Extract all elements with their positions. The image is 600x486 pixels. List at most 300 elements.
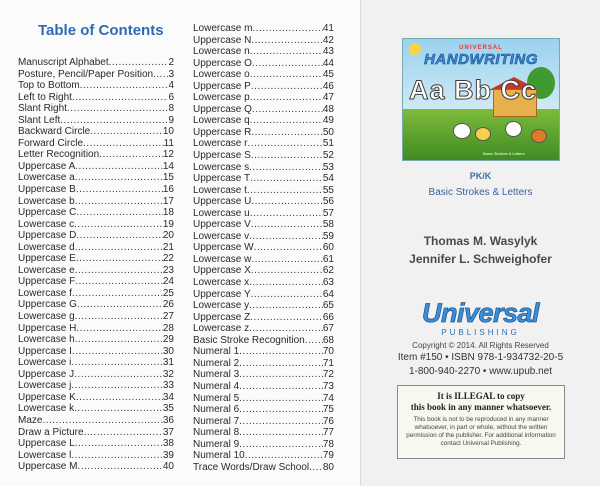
- toc-dot-leader: [254, 242, 323, 254]
- toc-entry: [18, 253, 174, 265]
- toc-entry-label: Uppercase H: [18, 322, 77, 334]
- toc-entry: [193, 289, 334, 301]
- toc-entry-label: Lowercase v: [193, 230, 250, 242]
- toc-entry-label: Uppercase J: [18, 368, 75, 380]
- toc-dot-leader: [245, 450, 323, 462]
- toc-dot-leader: [75, 334, 163, 346]
- toc-entry: [193, 312, 334, 324]
- toc-entry: [18, 311, 174, 323]
- copy-notice-box: [397, 385, 565, 459]
- toc-entry-label: Lowercase p: [193, 92, 250, 104]
- toc-entry-label: Uppercase W: [193, 242, 254, 254]
- toc-entry: [193, 92, 334, 104]
- toc-entry: [18, 126, 174, 138]
- toc-entry: [18, 380, 174, 392]
- toc-entry-label: Numeral 4: [193, 380, 240, 392]
- toc-dot-leader: [251, 127, 323, 139]
- toc-entry-page: 50: [322, 126, 334, 138]
- toc-entry-label: Uppercase V: [193, 219, 251, 231]
- toc-entry-label: Lowercase y: [193, 300, 250, 312]
- toc-entry-label: Lowercase q: [193, 115, 250, 127]
- toc-dot-leader: [75, 438, 163, 450]
- toc-entry-page: 30: [162, 345, 174, 357]
- toc-entry: [193, 115, 334, 127]
- toc-entry-page: 18: [162, 207, 174, 219]
- toc-entry: [18, 461, 174, 473]
- toc-dot-leader: [83, 138, 164, 150]
- toc-entry-label: Uppercase E: [18, 253, 76, 265]
- toc-entry-label: Lowercase k: [18, 403, 75, 415]
- toc-entry: [193, 162, 334, 174]
- author-1: Thomas M. Wasylyk: [423, 234, 538, 248]
- animal-icon: [453, 123, 471, 139]
- toc-entry-page: 29: [162, 334, 174, 346]
- toc-entry-label: Lowercase u: [193, 207, 250, 219]
- toc-dot-leader: [75, 161, 163, 173]
- toc-entry-label: Backward Circle: [18, 126, 91, 138]
- toc-entry: [18, 346, 174, 358]
- toc-dot-leader: [99, 149, 163, 161]
- toc-entry-page: 3: [168, 68, 174, 80]
- toc-entry-page: 79: [322, 450, 334, 462]
- toc-dot-leader: [249, 231, 323, 243]
- cover-letters: Aa Bb Cc: [409, 75, 538, 105]
- toc-dot-leader: [251, 150, 323, 162]
- toc-entry-label: Lowercase w: [193, 253, 252, 265]
- toc-entry-page: 34: [162, 391, 174, 403]
- toc-entry-label: Uppercase M: [18, 461, 78, 473]
- toc-entry: [193, 219, 334, 231]
- toc-entry-page: 56: [322, 196, 334, 208]
- toc-dot-leader: [60, 115, 168, 127]
- toc-entry-page: 35: [162, 403, 174, 415]
- toc-entry: [18, 161, 174, 173]
- toc-entry: [18, 369, 174, 381]
- toc-entry: [193, 346, 334, 358]
- toc-entry-page: 55: [322, 184, 334, 196]
- toc-entry-label: Lowercase i: [18, 357, 72, 369]
- toc-dot-leader: [76, 207, 163, 219]
- toc-entry: [193, 208, 334, 220]
- toc-entry-label: Lowercase z: [193, 323, 250, 335]
- toc-dot-leader: [250, 115, 323, 127]
- toc-dot-leader: [252, 23, 322, 35]
- toc-entry: [193, 35, 334, 47]
- toc-dot-leader: [77, 299, 163, 311]
- toc-entry-page: 11: [163, 137, 174, 149]
- toc-entry-page: 57: [322, 207, 334, 219]
- toc-entry-page: 63: [322, 277, 334, 289]
- toc-entry-page: 36: [162, 414, 174, 426]
- toc-entry: [18, 196, 174, 208]
- toc-entry: [18, 276, 174, 288]
- copy-notice-heading: [398, 391, 564, 413]
- toc-entry-page: 14: [162, 160, 174, 172]
- toc-entry-page: 75: [322, 404, 334, 416]
- toc-entry-label: Numeral 8: [193, 427, 240, 439]
- toc-entry: [18, 207, 174, 219]
- toc-entry: [193, 358, 334, 370]
- toc-dot-leader: [84, 427, 163, 439]
- toc-dot-leader: [239, 439, 323, 451]
- toc-entry-page: 61: [322, 253, 334, 265]
- toc-entry: [193, 300, 334, 312]
- toc-entry-page: 22: [162, 253, 174, 265]
- toc-entry: [193, 46, 334, 58]
- toc-entry-page: 53: [322, 161, 334, 173]
- toc-entry-label: Uppercase S: [193, 150, 251, 162]
- toc-entry-label: Uppercase Z: [193, 311, 251, 323]
- copy-notice-body: This book is not to be reproduced in any manner whatsoever, in part or whole, without the written permission of the publisher. For additional information contact Universal Publishing.: [406, 416, 556, 447]
- toc-dot-leader: [247, 138, 322, 150]
- copy-notice-heading-line2: this book in any manner whatsoever.: [410, 402, 552, 412]
- toc-entry-page: 71: [322, 357, 334, 369]
- toc-entry-page: 44: [322, 57, 334, 69]
- toc-entry-label: Uppercase I: [18, 345, 72, 357]
- copy-notice-heading-line1: It is ILLEGAL to copy: [437, 391, 525, 401]
- toc-entry: [18, 219, 174, 231]
- toc-entry-page: 38: [162, 438, 174, 450]
- toc-entry: [193, 196, 334, 208]
- toc-entry-label: Numeral 6: [193, 404, 240, 416]
- toc-dot-leader: [71, 380, 163, 392]
- toc-dot-leader: [250, 46, 323, 58]
- toc-entry-page: 74: [322, 392, 334, 404]
- toc-entry-label: Uppercase D: [18, 230, 77, 242]
- toc-entry-label: Lowercase h: [18, 334, 75, 346]
- toc-entry-page: 2: [168, 57, 174, 68]
- toc-entry: [193, 138, 334, 150]
- toc-entry: [18, 69, 174, 81]
- toc-entry: [193, 323, 334, 335]
- book-subtitle: Basic Strokes & Letters: [428, 187, 533, 198]
- toc-entry-label: Lowercase r: [193, 138, 248, 150]
- toc-entry: [193, 277, 334, 289]
- toc-entry-label: Manuscript Alphabet: [18, 57, 109, 68]
- animal-icon: [531, 129, 547, 143]
- toc-entry-page: 51: [322, 138, 334, 150]
- toc-entry: [193, 231, 334, 243]
- toc-entry-label: Lowercase j: [18, 380, 72, 392]
- toc-entry: [193, 393, 334, 405]
- toc-entry: [193, 254, 334, 266]
- toc-entry: [193, 381, 334, 393]
- toc-dot-leader: [251, 35, 323, 47]
- toc-entry: [193, 81, 334, 93]
- toc-entry-label: Lowercase n: [193, 46, 250, 58]
- toc-dot-leader: [71, 357, 163, 369]
- toc-entry-page: 64: [322, 288, 334, 300]
- toc-entry: [18, 288, 174, 300]
- toc-entry: [193, 416, 334, 428]
- toc-entry-label: Maze: [18, 414, 43, 426]
- toc-entry-page: 24: [162, 276, 174, 288]
- toc-entry: [18, 149, 174, 161]
- toc-entry-page: 68: [322, 334, 334, 346]
- toc-entry-page: 47: [322, 92, 334, 104]
- toc-dot-leader: [251, 289, 323, 301]
- toc-dot-leader: [252, 58, 323, 70]
- toc-dot-leader: [75, 196, 163, 208]
- toc-dot-leader: [71, 450, 163, 462]
- toc-dot-leader: [251, 254, 323, 266]
- toc-entry-page: 78: [322, 438, 334, 450]
- toc-entry: [193, 265, 334, 277]
- toc-entry-label: Uppercase P: [193, 80, 251, 92]
- toc-entry-page: 25: [162, 287, 174, 299]
- toc-entry-label: Numeral 7: [193, 415, 240, 427]
- toc-entry-page: 40: [162, 461, 174, 473]
- toc-entry-page: 76: [322, 415, 334, 427]
- toc-entry-page: 46: [322, 80, 334, 92]
- toc-entry-label: Lowercase b: [18, 195, 75, 207]
- toc-entry: [18, 403, 174, 415]
- toc-entry-label: Uppercase B: [18, 184, 76, 196]
- toc-entry-label: Numeral 1: [193, 346, 240, 358]
- animal-icon: [505, 121, 522, 137]
- toc-entry: [193, 23, 334, 35]
- toc-entry-page: 17: [162, 195, 174, 207]
- toc-entry: [18, 323, 174, 335]
- toc-dot-leader: [239, 404, 323, 416]
- toc-entry: [193, 439, 334, 451]
- toc-entry: [18, 184, 174, 196]
- toc-entry-label: Draw a Picture: [18, 426, 84, 438]
- toc-entry-label: Numeral 5: [193, 392, 240, 404]
- toc-entry-label: Uppercase C: [18, 207, 77, 219]
- toc-entry-label: Uppercase A: [18, 160, 76, 172]
- toc-dot-leader: [252, 104, 323, 116]
- contact-line: 1-800-940-2270 • www.upub.net: [408, 366, 553, 377]
- toc-entry-page: 70: [322, 346, 334, 358]
- toc-entry-page: 19: [162, 218, 174, 230]
- toc-entry-page: 62: [322, 265, 334, 277]
- toc-entry-label: Lowercase g: [18, 311, 75, 323]
- toc-entry-page: 12: [162, 149, 174, 161]
- toc-entry-label: Numeral 9: [193, 438, 240, 450]
- toc-dot-leader: [153, 69, 168, 81]
- toc-entry-label: Lowercase x: [193, 277, 250, 289]
- toc-entry-page: 9: [168, 114, 174, 126]
- toc-entry-page: 72: [322, 369, 334, 381]
- toc-title: Table of Contents: [38, 22, 164, 39]
- toc-dot-leader: [76, 323, 163, 335]
- cover-title: HANDWRITING: [424, 51, 538, 68]
- toc-dot-leader: [239, 369, 323, 381]
- toc-entry-page: 48: [322, 103, 334, 115]
- toc-entry-page: 67: [322, 323, 334, 335]
- isbn-line: Item #150 • ISBN 978-1-934732-20-5: [397, 352, 564, 363]
- toc-dot-leader: [75, 172, 163, 184]
- toc-entry: [193, 242, 334, 254]
- toc-entry-page: 32: [162, 368, 174, 380]
- toc-entry-page: 33: [162, 380, 174, 392]
- toc-entry-label: Lowercase t: [193, 184, 247, 196]
- toc-entry-label: Slant Right: [18, 103, 67, 115]
- toc-entry-page: 15: [162, 172, 174, 184]
- toc-dot-leader: [249, 323, 323, 335]
- toc-dot-leader: [251, 219, 323, 231]
- toc-entry: [18, 80, 174, 92]
- toc-entry-page: 59: [322, 230, 334, 242]
- toc-dot-leader: [72, 346, 163, 358]
- toc-entry-label: Uppercase Y: [193, 288, 251, 300]
- toc-dot-leader: [67, 103, 169, 115]
- toc-entry: [18, 299, 174, 311]
- toc-entry-label: Trace Words/Draw School: [193, 461, 310, 473]
- toc-entry-page: 43: [322, 46, 334, 58]
- toc-entry: [193, 58, 334, 70]
- toc-dot-leader: [250, 208, 323, 220]
- toc-dot-leader: [250, 173, 323, 185]
- animal-icon: [475, 127, 491, 141]
- toc-entry-label: Uppercase U: [193, 196, 252, 208]
- toc-entry-label: Lowercase m: [193, 23, 253, 34]
- toc-dot-leader: [250, 69, 323, 81]
- copyright-line: Copyright © 2014. All Rights Reserved: [412, 341, 549, 350]
- toc-dot-leader: [239, 381, 323, 393]
- toc-entry: [193, 450, 334, 462]
- toc-entry: [193, 335, 334, 347]
- toc-entry-page: 37: [162, 426, 174, 438]
- toc-entry-page: 54: [322, 173, 334, 185]
- toc-entry-label: Lowercase e: [18, 264, 75, 276]
- toc-entry-page: 28: [162, 322, 174, 334]
- toc-entry-page: 58: [322, 219, 334, 231]
- cover-tag: Basic Strokes & Letters: [483, 151, 525, 156]
- toc-entry: [18, 450, 174, 462]
- toc-entry-page: 49: [322, 115, 334, 127]
- toc-dot-leader: [72, 288, 163, 300]
- toc-dot-leader: [80, 80, 169, 92]
- toc-entry-page: 6: [168, 91, 174, 103]
- toc-column-2: [193, 23, 334, 473]
- toc-entry: [18, 438, 174, 450]
- toc-dot-leader: [76, 253, 163, 265]
- toc-entry-label: Uppercase Q: [193, 103, 252, 115]
- toc-entry: [18, 92, 174, 104]
- toc-dot-leader: [249, 300, 323, 312]
- toc-entry: [193, 104, 334, 116]
- toc-entry: [193, 185, 334, 197]
- toc-entry-label: Letter Recognition: [18, 149, 100, 161]
- toc-entry: [18, 334, 174, 346]
- toc-entry: [18, 103, 174, 115]
- toc-entry: [193, 404, 334, 416]
- toc-entry: [18, 138, 174, 150]
- toc-entry-label: Top to Bottom: [18, 80, 80, 92]
- toc-entry-label: Lowercase l: [18, 449, 72, 461]
- toc-dot-leader: [74, 369, 163, 381]
- toc-dot-leader: [76, 392, 163, 404]
- toc-dot-leader: [251, 196, 323, 208]
- toc-entry-page: 16: [162, 184, 174, 196]
- toc-entry: [193, 427, 334, 439]
- toc-entry-label: Uppercase X: [193, 265, 251, 277]
- toc-entry-page: 42: [322, 34, 334, 46]
- toc-entry-label: Numeral 2: [193, 357, 240, 369]
- toc-entry: [193, 127, 334, 139]
- toc-entry-page: 65: [322, 300, 334, 312]
- toc-dot-leader: [77, 461, 162, 473]
- toc-dot-leader: [305, 335, 323, 347]
- toc-entry-page: 4: [168, 80, 174, 92]
- toc-entry: [18, 427, 174, 439]
- toc-entry: [18, 357, 174, 369]
- cover-thumbnail: [402, 38, 560, 161]
- toc-dot-leader: [250, 92, 323, 104]
- toc-dot-leader: [239, 427, 323, 439]
- toc-dot-leader: [109, 57, 169, 69]
- toc-entry-page: 80: [322, 461, 334, 473]
- toc-entry-label: Uppercase G: [18, 299, 77, 311]
- toc-entry-label: Lowercase f: [18, 287, 72, 299]
- toc-entry-label: Posture, Pencil/Paper Position: [18, 68, 154, 80]
- toc-dot-leader: [74, 219, 163, 231]
- toc-dot-leader: [90, 126, 163, 138]
- toc-entry-label: Left to Right: [18, 91, 72, 103]
- toc-entry-page: 20: [162, 230, 174, 242]
- toc-entry-label: Uppercase R: [193, 126, 252, 138]
- toc-dot-leader: [75, 311, 163, 323]
- toc-entry-label: Uppercase K: [18, 391, 76, 403]
- toc-dot-leader: [72, 92, 169, 104]
- author-2: Jennifer L. Schweighofer: [409, 252, 552, 266]
- toc-entry-page: 10: [162, 126, 174, 138]
- toc-dot-leader: [75, 242, 163, 254]
- toc-dot-leader: [74, 403, 163, 415]
- toc-entry-label: Numeral 3: [193, 369, 240, 381]
- toc-entry-label: Slant Left: [18, 114, 61, 126]
- toc-dot-leader: [75, 265, 163, 277]
- toc-entry-label: Basic Stroke Recognition: [193, 334, 305, 346]
- toc-entry-label: Lowercase o: [193, 69, 250, 81]
- toc-dot-leader: [76, 184, 163, 196]
- toc-entry: [18, 230, 174, 242]
- toc-entry: [18, 265, 174, 277]
- toc-entry: [18, 392, 174, 404]
- toc-dot-leader: [309, 462, 323, 474]
- toc-entry: [18, 415, 174, 427]
- cover-brand: UNIVERSAL: [459, 45, 503, 51]
- toc-entry-label: Lowercase c: [18, 218, 75, 230]
- toc-entry-page: 45: [322, 69, 334, 81]
- toc-entry-label: Uppercase N: [193, 34, 252, 46]
- toc-entry-page: 31: [162, 357, 174, 369]
- toc-entry-page: 41: [322, 23, 334, 34]
- toc-entry-page: 39: [162, 449, 174, 461]
- toc-dot-leader: [251, 81, 323, 93]
- toc-dot-leader: [249, 162, 323, 174]
- toc-entry-label: Numeral 10: [193, 450, 245, 462]
- toc-entry: [18, 172, 174, 184]
- toc-entry-page: 66: [322, 311, 334, 323]
- toc-dot-leader: [42, 415, 162, 427]
- toc-dot-leader: [239, 416, 323, 428]
- grade-level: PK/K: [469, 171, 492, 181]
- toc-entry-label: Uppercase F: [18, 276, 76, 288]
- toc-entry-page: 77: [322, 427, 334, 439]
- toc-entry-label: Forward Circle: [18, 137, 84, 149]
- publisher-logo-subtext: PUBLISHING: [441, 328, 520, 337]
- toc-dot-leader: [75, 276, 163, 288]
- toc-entry-page: 23: [162, 264, 174, 276]
- toc-entry-page: 21: [162, 241, 174, 253]
- toc-entry: [193, 462, 334, 474]
- toc-entry-label: Lowercase s: [193, 161, 250, 173]
- toc-entry-label: Uppercase L: [18, 438, 75, 450]
- toc-entry: [193, 150, 334, 162]
